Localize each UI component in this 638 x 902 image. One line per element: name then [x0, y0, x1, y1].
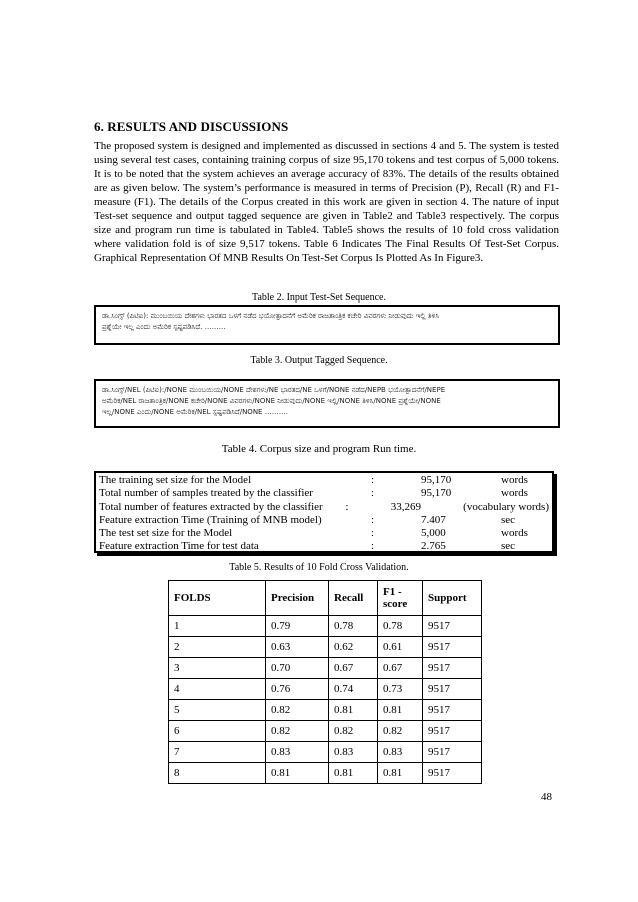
cell-fold: 8	[169, 763, 266, 784]
table3-box	[94, 379, 560, 428]
cell-precision: 0.83	[266, 742, 329, 763]
cell-f1: 0.83	[378, 742, 423, 763]
table3-line-3: ಇಲ್ಲ/NONE ಎಂದು/NONE ಅಮೆರಿಕ/NEL ಸ್ಪಷ್ಟಪಡಿಸಿದೆ/NONE ……….	[102, 408, 288, 416]
section-heading: 6. RESULTS AND DISCUSSIONS	[94, 119, 289, 134]
cell-precision: 0.82	[266, 721, 329, 742]
cell-f1: 0.82	[378, 721, 423, 742]
cell-f1: 0.81	[378, 763, 423, 784]
cell-fold: 5	[169, 700, 266, 721]
cell-fold: 6	[169, 721, 266, 742]
cell-support: 9517	[423, 679, 482, 700]
cell-recall: 0.74	[329, 679, 378, 700]
table4-row: Total number of samples treated by the classifier : 95,170 words	[99, 487, 528, 500]
table2-line-1: ಡಾ.ಸಿಂಗ್ಸ್ (ಪಿಟಿಐ): ಮುಂಬಯಿಯ ದೇಶಗಳು ಭಾರತದ ಒಳಗೆ ನಡೆದ ಭಯೋತ್ಪಾದನೆಗೆ ಅಮೆರಿಕ ರಾಜತಾಂತ್ರಿಕ ಕಚೇರಿ ವಿವರಗಳು ನೀಡುವುದು ಇಲ್ಲಿ ತಿಳಿಸಿ	[102, 312, 440, 320]
cell-fold: 1	[169, 616, 266, 637]
cell-fold: 7	[169, 742, 266, 763]
table-header-row	[169, 581, 482, 616]
cell-f1: 0.81	[378, 700, 423, 721]
cell-f1: 0.78	[378, 616, 423, 637]
table4-row: Total number of features extracted by the classifier : 33,269 (vocabulary words)	[99, 500, 549, 513]
cell-recall: 0.82	[329, 721, 378, 742]
cell-recall: 0.83	[329, 742, 378, 763]
cell-support: 9517	[423, 721, 482, 742]
header-f1: F1 - score	[378, 581, 423, 616]
cell-support: 9517	[423, 658, 482, 679]
cell-fold: 4	[169, 679, 266, 700]
table-row	[169, 637, 482, 658]
header-support: Support	[423, 581, 482, 616]
cell-precision: 0.81	[266, 763, 329, 784]
table4-row: The training set size for the Model : 95,170 words	[99, 474, 528, 486]
table4-box	[94, 471, 554, 553]
cell-recall: 0.67	[329, 658, 378, 679]
table-row	[169, 658, 482, 679]
cell-support: 9517	[423, 763, 482, 784]
cell-support: 9517	[423, 742, 482, 763]
header-recall: Recall	[329, 581, 378, 616]
table-row	[169, 763, 482, 784]
cell-recall: 0.81	[329, 700, 378, 721]
cell-precision: 0.63	[266, 637, 329, 658]
cell-precision: 0.82	[266, 700, 329, 721]
table5-caption: Table 5. Results of 10 Fold Cross Validation.	[229, 562, 409, 573]
table3-caption: Table 3. Output Tagged Sequence.	[250, 355, 388, 366]
table-row	[169, 700, 482, 721]
cell-support: 9517	[423, 616, 482, 637]
table-row	[169, 616, 482, 637]
cell-support: 9517	[423, 637, 482, 658]
cell-f1: 0.67	[378, 658, 423, 679]
cell-precision: 0.70	[266, 658, 329, 679]
table2-caption: Table 2. Input Test-Set Sequence.	[252, 292, 386, 303]
cell-fold: 2	[169, 637, 266, 658]
cell-support: 9517	[423, 700, 482, 721]
cell-fold: 3	[169, 658, 266, 679]
table-row	[169, 742, 482, 763]
table4-row: Feature extraction Time for test data : 2.765 sec	[99, 540, 516, 553]
table-row	[169, 679, 482, 700]
table-row	[169, 721, 482, 742]
header-folds: FOLDS	[169, 581, 266, 616]
cell-f1: 0.73	[378, 679, 423, 700]
table3-line-2: ಅಮೆರಿಕ/NEL ರಾಜತಾಂತ್ರಿಕ/NONE ಕಚೇರಿ/NONE ವಿವರಗಳು/NONE ನೀಡುವುದು/NONE ಇಲ್ಲಿ/NONE ತಿಳಿಸಿ/NONE ಪ್ರಶ್ನೆಯೇ/NONE	[102, 397, 441, 405]
cell-f1: 0.61	[378, 637, 423, 658]
results-table	[168, 580, 482, 784]
table4-row: The test set size for the Model : 5,000 words	[99, 527, 528, 540]
cell-recall: 0.81	[329, 763, 378, 784]
header-precision: Precision	[266, 581, 329, 616]
table2-box	[94, 305, 560, 345]
table4-row: Feature extraction Time (Training of MNB model) : 7.407 sec	[99, 513, 516, 526]
section-paragraph: The proposed system is designed and implemented as discussed in sections 4 and 5. The system is tested using several test cases, containing training corpus of size 95,170 tokens and test corpus of 5,000 tokens. It is to be noted that the system achieves an average accuracy of 83%. The details of the results obtained are as given below. The system’s performance is measured in terms of Precision (P), Recall (R) and F1-measure (F1). The details of the Corpus created in this work are given in section 4. The nature of input Test-set sequence and output tagged sequence are given in Table2 and Table3 respectively. The corpus size and program run time is tabulated in Table4. Table5 shows the results of 10 fold cross validation where validation fold is of size 9,517 tokens. Table 6 Indicates The Final Results Of Test-Set Corpus. Graphical Representation Of MNB Results On Test-Set Corpus Is Plotted As In Figure3.	[94, 140, 559, 264]
table3-line-1: ಡಾ.ಸಿಂಗ್ಸ್/NEL (ಪಿಟಿಐ):/NONE ಮುಂಬಯಿಯ/NONE ದೇಶಗಳು/NE ಭಾರತದ/NE ಒಳಗೆ/NONE ನಡೆದ/NEPB ಭಯೋತ್ಪಾದನೆಗೆ/NEPE	[102, 386, 446, 394]
page-number: 48	[541, 791, 552, 803]
cell-recall: 0.78	[329, 616, 378, 637]
cell-recall: 0.62	[329, 637, 378, 658]
cell-precision: 0.79	[266, 616, 329, 637]
cell-precision: 0.76	[266, 679, 329, 700]
table2-line-2: ಪ್ರಶ್ನೆಯೇ ಇಲ್ಲ ಎಂದು ಅಮೆರಿಕ ಸ್ಪಷ್ಟಪಡಿಸಿದೆ. ………	[102, 323, 226, 331]
table4-caption: Table 4. Corpus size and program Run time.	[221, 443, 417, 455]
